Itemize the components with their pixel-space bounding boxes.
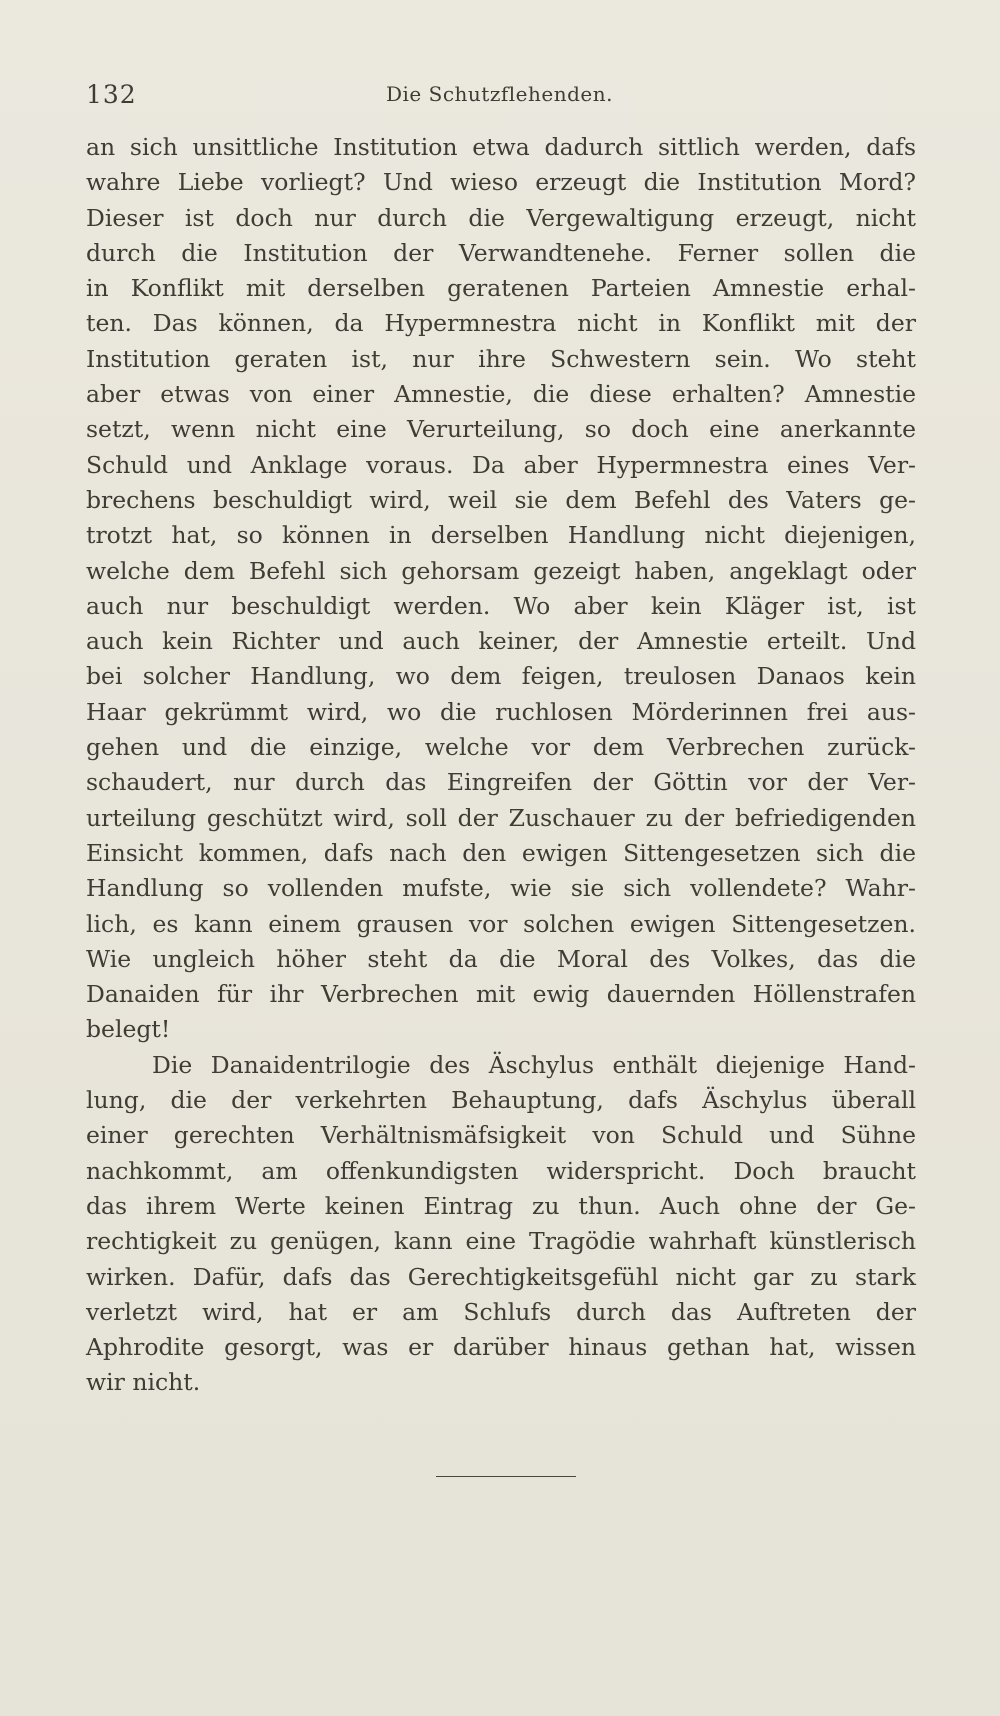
text-line: lich, es kann einem grausen vor solchen ewigen Sittengesetzen.	[86, 909, 916, 938]
text-line: rechtigkeit zu genügen, kann eine Tragödie wahrhaft künstlerisch	[86, 1227, 916, 1256]
body-text	[86, 130, 916, 1401]
text-line: auch kein Richter und auch keiner, der Amnestie erteilt. Und	[86, 627, 916, 656]
text-line: an sich unsittliche Institution etwa dadurch sittlich werden, dafs	[86, 133, 916, 161]
text-line: wirken. Dafür, dafs das Gerechtigkeitsgefühl nicht gar zu stark	[86, 1262, 916, 1291]
text-line: gehen und die einzige, welche vor dem Verbrechen zurück-	[86, 733, 916, 762]
text-line: welche dem Befehl sich gehorsam gezeigt haben, angeklagt oder	[86, 556, 916, 585]
text-line: Die Danaidentrilogie des Äschylus enthält diejenige Hand-	[152, 1050, 916, 1079]
text-line: wir nicht.	[86, 1368, 201, 1397]
text-line: das ihrem Werte keinen Eintrag zu thun. Auch ohne der Ge-	[86, 1191, 916, 1220]
text-line: trotzt hat, so können in derselben Handlung nicht diejenigen,	[86, 521, 916, 550]
page-number: 132	[86, 80, 137, 109]
text-line: Dieser ist doch nur durch die Vergewaltigung erzeugt, nicht	[86, 203, 916, 232]
text-line: auch nur beschuldigt werden. Wo aber kein Kläger ist, ist	[86, 591, 916, 620]
text-line: Haar gekrümmt wird, wo die ruchlosen Mörderinnen frei aus-	[86, 697, 916, 726]
text-line: Einsicht kommen, dafs nach den ewigen Sittengesetzen sich die	[86, 838, 916, 867]
text-line: Danaiden für ihr Verbrechen mit ewig dauernden Höllenstrafen	[86, 980, 916, 1009]
running-head	[86, 80, 912, 114]
text-line: Handlung so vollenden mufste, wie sie sich vollendete? Wahr-	[86, 874, 916, 903]
text-line: verletzt wird, hat er am Schlufs durch das Auftreten der	[86, 1297, 916, 1326]
paragraph	[86, 1048, 916, 1401]
text-line: bei solcher Handlung, wo dem feigen, treulosen Danaos kein	[86, 662, 916, 691]
text-line: aber etwas von einer Amnestie, die diese erhalten? Amnestie	[86, 380, 916, 409]
text-line: durch die Institution der Verwandtenehe. Ferner sollen die	[86, 238, 916, 267]
closing-rule	[436, 1476, 576, 1477]
text-line: Wie ungleich höher steht da die Moral des Volkes, das die	[86, 944, 916, 973]
text-line: setzt, wenn nicht eine Verurteilung, so doch eine anerkannte	[86, 415, 916, 444]
text-line: brechens beschuldigt wird, weil sie dem Befehl des Vaters ge-	[86, 485, 916, 514]
text-line: Schuld und Anklage voraus. Da aber Hypermnestra eines Ver-	[86, 450, 916, 479]
text-line: wahre Liebe vorliegt? Und wieso erzeugt die Institution Mord?	[86, 168, 916, 197]
text-line: Institution geraten ist, nur ihre Schwestern sein. Wo steht	[86, 344, 916, 373]
text-line: lung, die der verkehrten Behauptung, dafs Äschylus überall	[86, 1086, 916, 1115]
text-line: belegt!	[86, 1015, 171, 1044]
text-line: Aphrodite gesorgt, was er darüber hinaus gethan hat, wissen	[86, 1333, 916, 1362]
text-line: urteilung geschützt wird, soll der Zuschauer zu der befriedigenden	[86, 803, 916, 832]
running-title: Die Schutzflehenden.	[386, 82, 613, 106]
paragraph	[86, 130, 916, 1048]
text-line: einer gerechten Verhältnismäfsigkeit von Schuld und Sühne	[86, 1121, 916, 1150]
text-line: in Konflikt mit derselben geratenen Parteien Amnestie erhal-	[86, 274, 916, 303]
text-line: schaudert, nur durch das Eingreifen der Göttin vor der Ver-	[86, 768, 916, 797]
text-line: ten. Das können, da Hypermnestra nicht in Konflikt mit der	[86, 309, 916, 338]
text-line: nachkommt, am offenkundigsten widerspricht. Doch braucht	[86, 1156, 916, 1185]
